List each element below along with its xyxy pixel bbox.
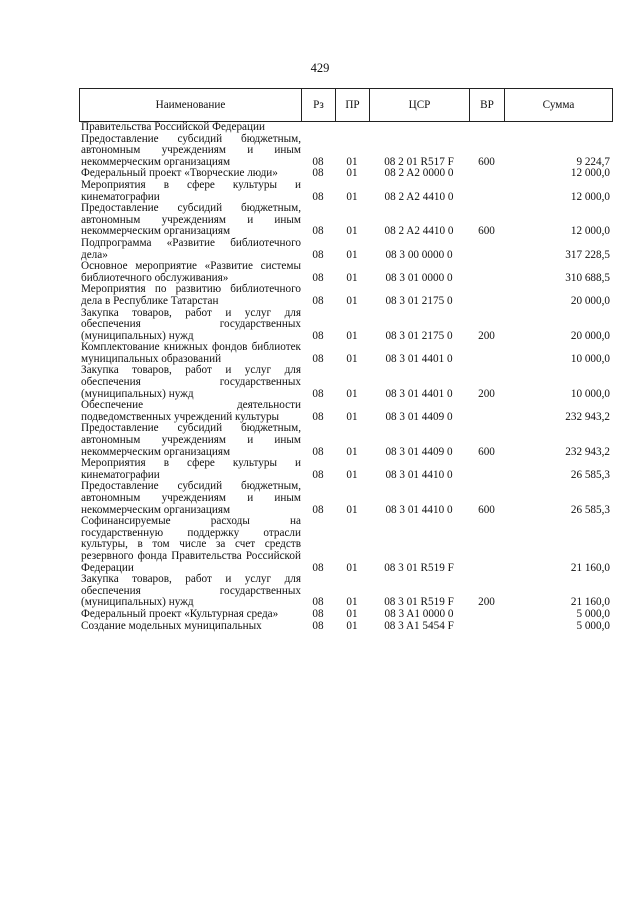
row-csr: 08 3 01 4410 0 [385, 503, 453, 516]
row-pr: 01 [346, 387, 358, 400]
row-csr: 08 2 A2 4410 0 [384, 225, 454, 238]
row-sum: 317 228,5 [565, 248, 610, 261]
row-rz: 08 [312, 155, 324, 168]
row-pr: 01 [346, 248, 358, 261]
table-row [79, 134, 612, 169]
row-sum: 21 160,0 [570, 561, 610, 574]
row-name: Мероприятия по развитию библиотечного дела в Республике Татарстан [81, 283, 301, 307]
row-csr: 08 3 01 4410 0 [385, 468, 453, 481]
table-header [79, 88, 613, 122]
row-vr: 600 [478, 445, 495, 458]
row-sum: 26 585,3 [570, 503, 610, 516]
row-csr: 08 3 A1 0000 0 [384, 607, 454, 620]
row-csr: 08 2 A2 0000 0 [384, 167, 454, 180]
row-csr: 08 3 01 R519 F [384, 596, 454, 609]
row-rz: 08 [312, 329, 324, 342]
row-rz: 08 [312, 607, 324, 620]
row-sum: 20 000,0 [570, 329, 610, 342]
row-name: Закупка товаров, работ и услуг для обеспечения государственных (муниципальных) нужд [81, 364, 301, 400]
row-csr: 08 2 A2 4410 0 [384, 190, 454, 203]
row-rz: 08 [312, 410, 324, 423]
row-csr: 08 2 01 R517 F [384, 155, 454, 168]
row-rz: 08 [312, 248, 324, 261]
row-sum: 9 224,7 [576, 155, 610, 168]
row-sum: 5 000,0 [576, 607, 610, 620]
row-pr: 01 [346, 352, 358, 365]
table-row [79, 423, 612, 458]
row-name: Софинансируемые расходы на государственную поддержку отрасли культуры, в том числе за счет средств резервного фонда Правительства Российской Федерации [81, 515, 301, 574]
row-rz: 08 [312, 225, 324, 238]
table-row [79, 365, 612, 400]
row-csr: 08 3 01 4409 0 [385, 410, 453, 423]
table-row [79, 284, 612, 307]
row-sum: 232 943,2 [565, 410, 610, 423]
row-rz: 08 [312, 596, 324, 609]
row-pr: 01 [346, 329, 358, 342]
row-name: Предоставление субсидий бюджетным, автономным учреждениям и иным некоммерческим организациям [81, 202, 301, 238]
table-row [79, 458, 612, 481]
row-pr: 01 [346, 561, 358, 574]
row-csr: 08 3 01 2175 0 [385, 329, 453, 342]
row-name: Предоставление субсидий бюджетным, автономным учреждениям и иным некоммерческим организациям [81, 422, 301, 458]
row-pr: 01 [346, 619, 358, 632]
row-name: Предоставление субсидий бюджетным, автономным учреждениям и иным некоммерческим организациям [81, 132, 301, 168]
row-sum: 12 000,0 [570, 167, 610, 180]
row-name: Закупка товаров, работ и услуг для обеспечения государственных (муниципальных) нужд [81, 573, 301, 609]
header-name: Наименование [80, 89, 302, 122]
row-pr: 01 [346, 271, 358, 284]
row-vr: 200 [478, 596, 495, 609]
table-row [79, 203, 612, 238]
row-rz: 08 [312, 271, 324, 284]
row-csr: 08 3 01 0000 0 [385, 271, 453, 284]
row-name: Основное мероприятие «Развитие системы библиотечного обслуживания» [81, 260, 301, 284]
row-sum: 26 585,3 [570, 468, 610, 481]
row-csr: 08 3 00 0000 0 [385, 248, 453, 261]
row-name: Федеральный проект «Культурная среда» [81, 607, 279, 620]
row-rz: 08 [312, 387, 324, 400]
row-name: Мероприятия в сфере культуры и кинематографии [81, 178, 301, 203]
table-row [79, 122, 612, 134]
row-rz: 08 [312, 503, 324, 516]
row-sum: 310 688,5 [565, 271, 610, 284]
header-pr: ПР [336, 89, 370, 122]
row-name: Правительства Российской Федерации [81, 121, 265, 133]
row-pr: 01 [346, 294, 358, 307]
table-row [79, 238, 612, 261]
row-csr: 08 3 01 4409 0 [385, 445, 453, 458]
row-sum: 5 000,0 [576, 619, 610, 632]
table-row [79, 308, 612, 343]
row-name: Федеральный проект «Творческие люди» [81, 167, 278, 180]
table-row [79, 180, 612, 203]
row-vr: 600 [478, 225, 495, 238]
row-pr: 01 [346, 410, 358, 423]
row-vr: 200 [478, 329, 495, 342]
row-sum: 232 943,2 [565, 445, 610, 458]
row-name: Создание модельных муниципальных [81, 619, 262, 632]
row-vr: 200 [478, 387, 495, 400]
row-rz: 08 [312, 167, 324, 180]
row-rz: 08 [312, 468, 324, 481]
row-sum: 21 160,0 [570, 596, 610, 609]
row-sum: 12 000,0 [570, 190, 610, 203]
row-name: Обеспечение деятельности подведомственных учреждений культуры [81, 399, 301, 423]
page-number: 429 [310, 61, 330, 75]
row-name: Комплектование книжных фондов библиотек муниципальных образований [81, 341, 301, 365]
header-csr: ЦСР [370, 89, 470, 122]
row-sum: 20 000,0 [570, 294, 610, 307]
row-sum: 10 000,0 [570, 387, 610, 400]
row-pr: 01 [346, 155, 358, 168]
table-row [79, 400, 612, 423]
row-pr: 01 [346, 225, 358, 238]
row-vr: 600 [478, 503, 495, 516]
row-pr: 01 [346, 503, 358, 516]
table-row [79, 609, 612, 621]
row-rz: 08 [312, 190, 324, 203]
row-rz: 08 [312, 352, 324, 365]
row-csr: 08 3 01 4401 0 [385, 352, 453, 365]
row-name: Мероприятия в сфере культуры и кинематографии [81, 457, 301, 481]
row-csr: 08 3 01 R519 F [384, 561, 454, 574]
table-row [79, 481, 612, 516]
row-pr: 01 [346, 445, 358, 458]
row-sum: 10 000,0 [570, 352, 610, 365]
header-rz: Рз [302, 89, 336, 122]
row-pr: 01 [346, 607, 358, 620]
table-row [79, 261, 612, 284]
row-rz: 08 [312, 561, 324, 574]
row-pr: 01 [346, 167, 358, 180]
row-csr: 08 3 01 2175 0 [385, 294, 453, 307]
row-pr: 01 [346, 190, 358, 203]
row-pr: 01 [346, 468, 358, 481]
row-rz: 08 [312, 619, 324, 632]
budget-table [79, 88, 612, 632]
row-name: Подпрограмма «Развитие библиотечного дела» [81, 236, 301, 261]
row-rz: 08 [312, 445, 324, 458]
header-sum: Сумма [505, 89, 613, 122]
table-row [79, 574, 612, 609]
table-row [79, 516, 612, 574]
row-name: Закупка товаров, работ и услуг для обеспечения государственных (муниципальных) нужд [81, 306, 301, 342]
table-row [79, 621, 612, 633]
row-pr: 01 [346, 596, 358, 609]
row-csr: 08 3 01 4401 0 [385, 387, 453, 400]
table-row [79, 342, 612, 365]
row-vr: 600 [478, 155, 495, 168]
table-body [79, 122, 612, 632]
row-name: Предоставление субсидий бюджетным, автономным учреждениям и иным некоммерческим организациям [81, 480, 301, 516]
header-vr: ВР [470, 89, 505, 122]
row-csr: 08 3 A1 5454 F [384, 619, 454, 632]
row-rz: 08 [312, 294, 324, 307]
row-sum: 12 000,0 [570, 225, 610, 238]
